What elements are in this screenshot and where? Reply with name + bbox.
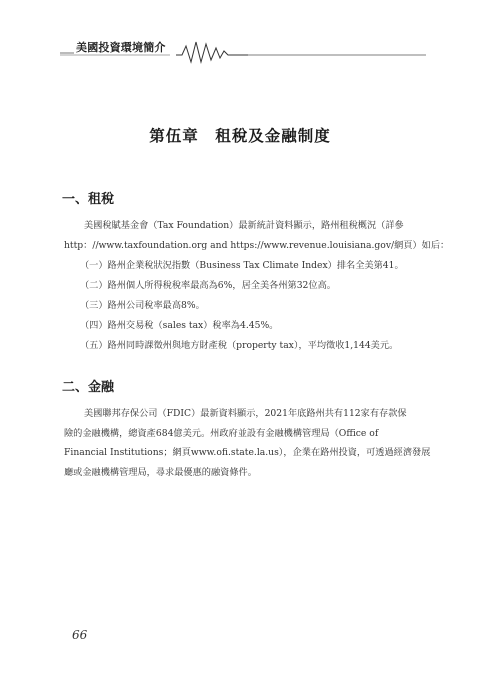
list-item: （一）路州企業稅狀況指數（Business Tax Climate Index）排名全美第41。: [80, 260, 404, 271]
paragraph-line: 險的金融機構，總資產684億美元。州政府並設有金融機構管理局（Office of: [64, 427, 379, 439]
section-heading-tax: 一、租稅: [62, 192, 115, 207]
list-item: （二）路州個人所得稅稅率最高為6%，居全美各州第32位高。: [80, 280, 336, 291]
chapter-title: 第伍章 租稅及金融制度: [149, 126, 331, 145]
paragraph-line: Financial Institutions；網頁www.ofi.state.la.us），企業在路州投資，可透過經濟發展: [64, 447, 431, 458]
finance-paragraph: [64, 404, 431, 482]
paragraph-line: 美國聯邦存保公司（FDIC）最新資料顯示，2021年底路州共有112家有存款保: [84, 408, 407, 419]
paragraph-line: 廳或金融機構管理局，尋求最優惠的融資條件。: [64, 466, 257, 478]
paragraph-line: 美國稅賦基金會（Tax Foundation）最新統計資料顯示，路州租稅概況（詳參: [84, 220, 404, 231]
list-item: （三）路州公司稅率最高8%。: [80, 300, 205, 311]
tax-paragraph: [64, 216, 450, 255]
page-number: 66: [72, 628, 88, 642]
paragraph-line: http：//www.taxfoundation.org and https://www.revenue.louisiana.gov/網頁）如后：: [64, 239, 450, 251]
list-item: （五）路州同時課徵州與地方財產稅（property tax），平均徵收1,144美元。: [80, 340, 399, 351]
header-title: 美國投資環境簡介: [76, 41, 166, 54]
running-header: [58, 36, 428, 64]
tax-list: [80, 256, 420, 356]
section-heading-finance: 二、金融: [62, 380, 115, 395]
list-item: （四）路州交易稅（sales tax）稅率為4.45%。: [80, 320, 279, 331]
